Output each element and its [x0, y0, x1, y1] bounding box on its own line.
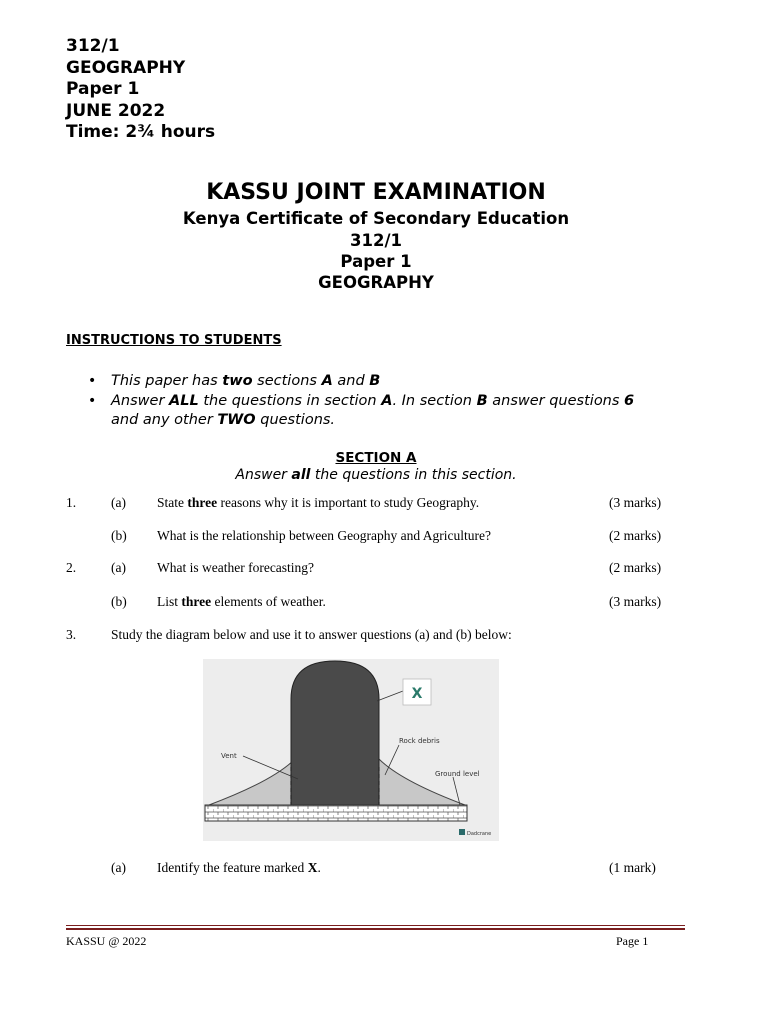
label-ground-level: Ground level — [435, 770, 480, 778]
marks: (1 mark) — [609, 860, 656, 875]
question-number: 3. — [66, 627, 77, 642]
instruction-1: This paper has two sections A and B — [111, 373, 381, 389]
volcanic-plug — [291, 661, 379, 805]
question-text: State three reasons why it is important to study Geography. — [157, 495, 480, 510]
question-number: 1. — [66, 495, 77, 510]
ground-layer — [205, 805, 467, 821]
question-3-row — [0, 627, 768, 645]
question-1a-row — [0, 495, 768, 513]
marks: (3 marks) — [609, 495, 662, 510]
question-number: 2. — [66, 560, 77, 575]
question-text: Study the diagram below and use it to answer questions (a) and (b) below: — [111, 627, 512, 642]
instructions-heading: INSTRUCTIONS TO STUDENTS — [66, 333, 282, 348]
question-2b-row — [0, 594, 768, 612]
question-3a-row — [0, 860, 768, 878]
bullet-dot: • — [88, 393, 97, 409]
footer-copyright: KASSU @ 2022 — [66, 934, 147, 948]
question-2a-row — [0, 560, 768, 578]
title-paper: Paper 1 — [340, 252, 412, 271]
marks: (2 marks) — [609, 560, 662, 575]
part-label: (a) — [111, 560, 126, 575]
certificate-title: Kenya Certificate of Secondary Education — [182, 209, 570, 228]
part-label: (b) — [111, 528, 127, 543]
label-x: X — [411, 686, 423, 702]
question-1b-row — [0, 528, 768, 546]
exam-date: JUNE 2022 — [66, 100, 166, 121]
marks: (2 marks) — [609, 528, 662, 543]
watermark-logo — [459, 829, 465, 835]
marks: (3 marks) — [609, 594, 662, 609]
paper-number: Paper 1 — [66, 79, 140, 99]
page-number: Page 1 — [616, 934, 649, 948]
watermark: Dadcrane — [467, 831, 492, 837]
instruction-2: Answer ALL the questions in section A. In section B answer questions 6 — [111, 393, 635, 409]
section-heading: SECTION A — [335, 450, 417, 466]
question-text: Identify the feature marked X. — [157, 860, 321, 875]
bullet-dot: • — [88, 373, 97, 389]
instruction-2-continued: and any other TWO questions. — [111, 412, 336, 428]
exam-time: Time: 2¾ hours — [66, 122, 216, 142]
volcanic-plug-diagram — [203, 659, 499, 841]
subject: GEOGRAPHY — [66, 57, 186, 78]
paper-code: 312/1 — [66, 36, 120, 56]
question-text: List three elements of weather. — [157, 594, 326, 609]
part-label: (a) — [111, 495, 126, 510]
question-text: What is the relationship between Geography and Agriculture? — [157, 528, 492, 543]
title-subject: GEOGRAPHY — [318, 273, 434, 292]
part-label: (a) — [111, 860, 126, 875]
footer-rule — [66, 925, 685, 930]
exam-title: KASSU JOINT EXAMINATION — [206, 180, 546, 205]
section-instruction: Answer all the questions in this section. — [235, 467, 517, 483]
part-label: (b) — [111, 594, 127, 609]
label-vent: Vent — [221, 752, 237, 760]
title-code: 312/1 — [350, 231, 402, 250]
label-rock-debris: Rock debris — [399, 737, 440, 745]
question-text: What is weather forecasting? — [157, 560, 315, 575]
